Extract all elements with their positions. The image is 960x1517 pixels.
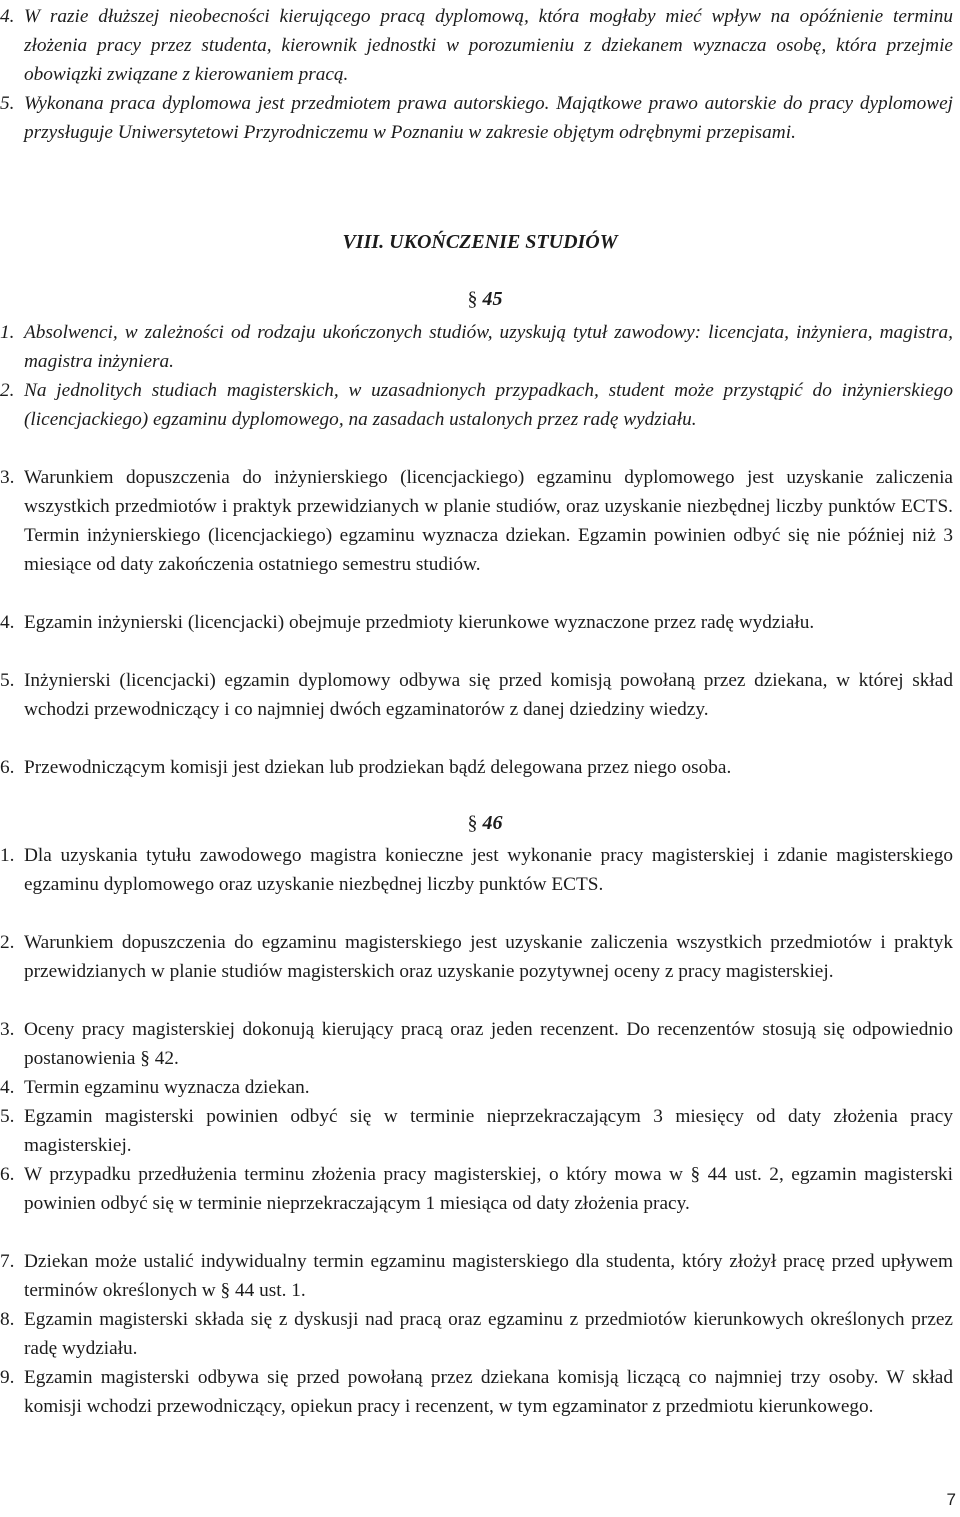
item-text-part: Oceny pracy magisterskiej dokonują kierujący pracą oraz jeden recenzent. Do recenzentów stosują się odpowiednio postanowienia bbox=[24, 1019, 953, 1069]
item-text bbox=[0, 1160, 953, 1218]
section-number: 45 bbox=[482, 288, 503, 310]
section-number: 46 bbox=[482, 812, 503, 834]
item-text: Egzamin magisterski powinien odbyć się w terminie nieprzekraczającym 3 miesięcy od daty złożenia pracy magisterskiej. bbox=[24, 1106, 953, 1156]
item-text: W razie dłuższej nieobecności kierującego pracą dyplomową, która mogłaby mieć wpływ na opóźnienie terminu złożenia pracy przez studenta, kierownik jednostki w porozumieniu z dziekanem wyznacza osobę, która przejmie obowiązki związane z kierowaniem pracą. bbox=[24, 6, 953, 85]
item-number: 6. bbox=[0, 757, 15, 778]
item-text: Warunkiem dopuszczenia do egzaminu magisterskiego jest uzyskanie zaliczenia wszystkich przedmiotów i praktyk przewidzianych w planie studiów magisterskich oraz uzyskanie pozytywnej oceny z pracy magisterskiej. bbox=[24, 932, 953, 982]
item-text: Dla uzyskania tytułu zawodowego magistra konieczne jest wykonanie pracy magisterskiej i zdanie magisterskiego egzaminu dyplomowego oraz uzyskanie niezbędnej liczby punktów ECTS. bbox=[24, 845, 953, 895]
paragraph-item bbox=[0, 89, 953, 147]
section-symbol: § bbox=[467, 812, 478, 834]
section-45-item bbox=[0, 666, 953, 724]
item-number: 7. bbox=[0, 1251, 15, 1272]
item-number: 2. bbox=[0, 380, 15, 401]
section-45-heading bbox=[0, 288, 960, 311]
item-text bbox=[0, 1015, 953, 1073]
item-text-part: 44 ust. 1. bbox=[235, 1280, 306, 1301]
item-text: Egzamin magisterski odbywa się przed powołaną przez dziekana komisją liczącą co najmniej trzy osoby. W skład komisji wchodzi przewodniczący, opiekun pracy i recenzent, w tym egzaminator z przedmiotu kierunkowego. bbox=[24, 1367, 953, 1417]
item-text-part: W przypadku przedłużenia terminu złożenia pracy magisterskiej, o który mowa w bbox=[24, 1164, 683, 1185]
item-number: 1. bbox=[0, 845, 15, 866]
section-45-item bbox=[0, 318, 953, 376]
item-number: 3. bbox=[0, 467, 15, 488]
item-number: 5. bbox=[0, 1106, 15, 1127]
item-number: 5. bbox=[0, 93, 15, 114]
item-text: Na jednolitych studiach magisterskich, w uzasadnionych przypadkach, student może przystąpić do inżynierskiego (licencjackiego) egzaminu dyplomowego, na zasadach ustalonych przez radę wydziału. bbox=[24, 380, 953, 430]
section-45-item bbox=[0, 753, 953, 782]
section-46-item bbox=[0, 1015, 953, 1073]
item-text-part: 42. bbox=[154, 1048, 179, 1069]
section-46-item bbox=[0, 1102, 953, 1160]
item-text bbox=[0, 1247, 953, 1305]
item-number: 4. bbox=[0, 1077, 15, 1098]
item-text: Termin egzaminu wyznacza dziekan. bbox=[24, 1077, 310, 1098]
item-number: 4. bbox=[0, 612, 15, 633]
item-text: Egzamin magisterski składa się z dyskusji nad pracą oraz egzaminu z przedmiotów kierunkowych określonych przez radę wydziału. bbox=[24, 1309, 953, 1359]
section-symbol: § bbox=[220, 1280, 231, 1301]
section-46-item bbox=[0, 928, 953, 986]
section-46-item bbox=[0, 1247, 953, 1305]
item-number: 5. bbox=[0, 670, 15, 691]
item-number: 3. bbox=[0, 1019, 15, 1040]
item-text: Egzamin inżynierski (licencjacki) obejmuje przedmioty kierunkowe wyznaczone przez radę wydziału. bbox=[24, 612, 815, 633]
page-number: 7 bbox=[946, 1490, 956, 1509]
section-46-item bbox=[0, 1160, 953, 1218]
chapter-heading: VIII. UKOŃCZENIE STUDIÓW bbox=[342, 231, 618, 253]
item-number: 6. bbox=[0, 1164, 15, 1185]
paragraph-item bbox=[0, 2, 953, 89]
section-46-item bbox=[0, 841, 953, 899]
section-45-item bbox=[0, 608, 953, 637]
item-number: 8. bbox=[0, 1309, 15, 1330]
section-46-item bbox=[0, 1363, 953, 1421]
section-46-item bbox=[0, 1305, 953, 1363]
item-number: 1. bbox=[0, 322, 15, 343]
section-46-item bbox=[0, 1073, 953, 1102]
section-46-heading bbox=[0, 812, 960, 835]
section-45-item bbox=[0, 463, 953, 579]
item-number: 9. bbox=[0, 1367, 15, 1388]
item-text-part: 44 ust. 2, egzamin magisterski powinien odbyć się w terminie nieprzekraczającym 1 miesiąca od daty złożenia pracy. bbox=[24, 1164, 954, 1214]
item-text: Warunkiem dopuszczenia do inżynierskiego (licencjackiego) egzaminu dyplomowego jest uzyskanie zaliczenia wszystkich przedmiotów i praktyk przewidzianych w planie studiów, oraz uzyskanie niezbędnej liczby punktów ECTS. Termin inżynierskiego (licencjackiego) egzaminu wyznacza dziekan. Egzamin powinien odbyć się nie później niż 3 miesiące od daty zakończenia ostatniego semestru studiów. bbox=[24, 467, 953, 575]
item-text: Wykonana praca dyplomowa jest przedmiotem prawa autorskiego. Majątkowe prawo autorskie do pracy dyplomowej przysługuje Uniwersytetowi Przyrodniczemu w Poznaniu w zakresie objętym odrębnymi przepisami. bbox=[24, 93, 953, 143]
item-text: Przewodniczącym komisji jest dziekan lub prodziekan bądź delegowana przez niego osoba. bbox=[24, 757, 732, 778]
item-text: Inżynierski (licencjacki) egzamin dyplomowy odbywa się przed komisją powołaną przez dziekana, w której skład wchodzi przewodniczący i co najmniej dwóch egzaminatorów z danej dziedziny wiedzy. bbox=[24, 670, 953, 720]
section-45-item bbox=[0, 376, 953, 434]
section-symbol: § bbox=[140, 1048, 150, 1069]
item-text-part: Dziekan może ustalić indywidualny termin egzaminu magisterskiego dla studenta, który złożył pracę przed upływem terminów określonych w bbox=[24, 1251, 953, 1301]
item-number: 2. bbox=[0, 932, 15, 953]
item-text: Absolwenci, w zależności od rodzaju ukończonych studiów, uzyskują tytuł zawodowy: licencjata, inżyniera, magistra, magistra inżyniera. bbox=[24, 322, 953, 372]
item-number: 4. bbox=[0, 6, 15, 27]
section-symbol: § bbox=[467, 288, 478, 310]
section-symbol: § bbox=[690, 1164, 701, 1185]
